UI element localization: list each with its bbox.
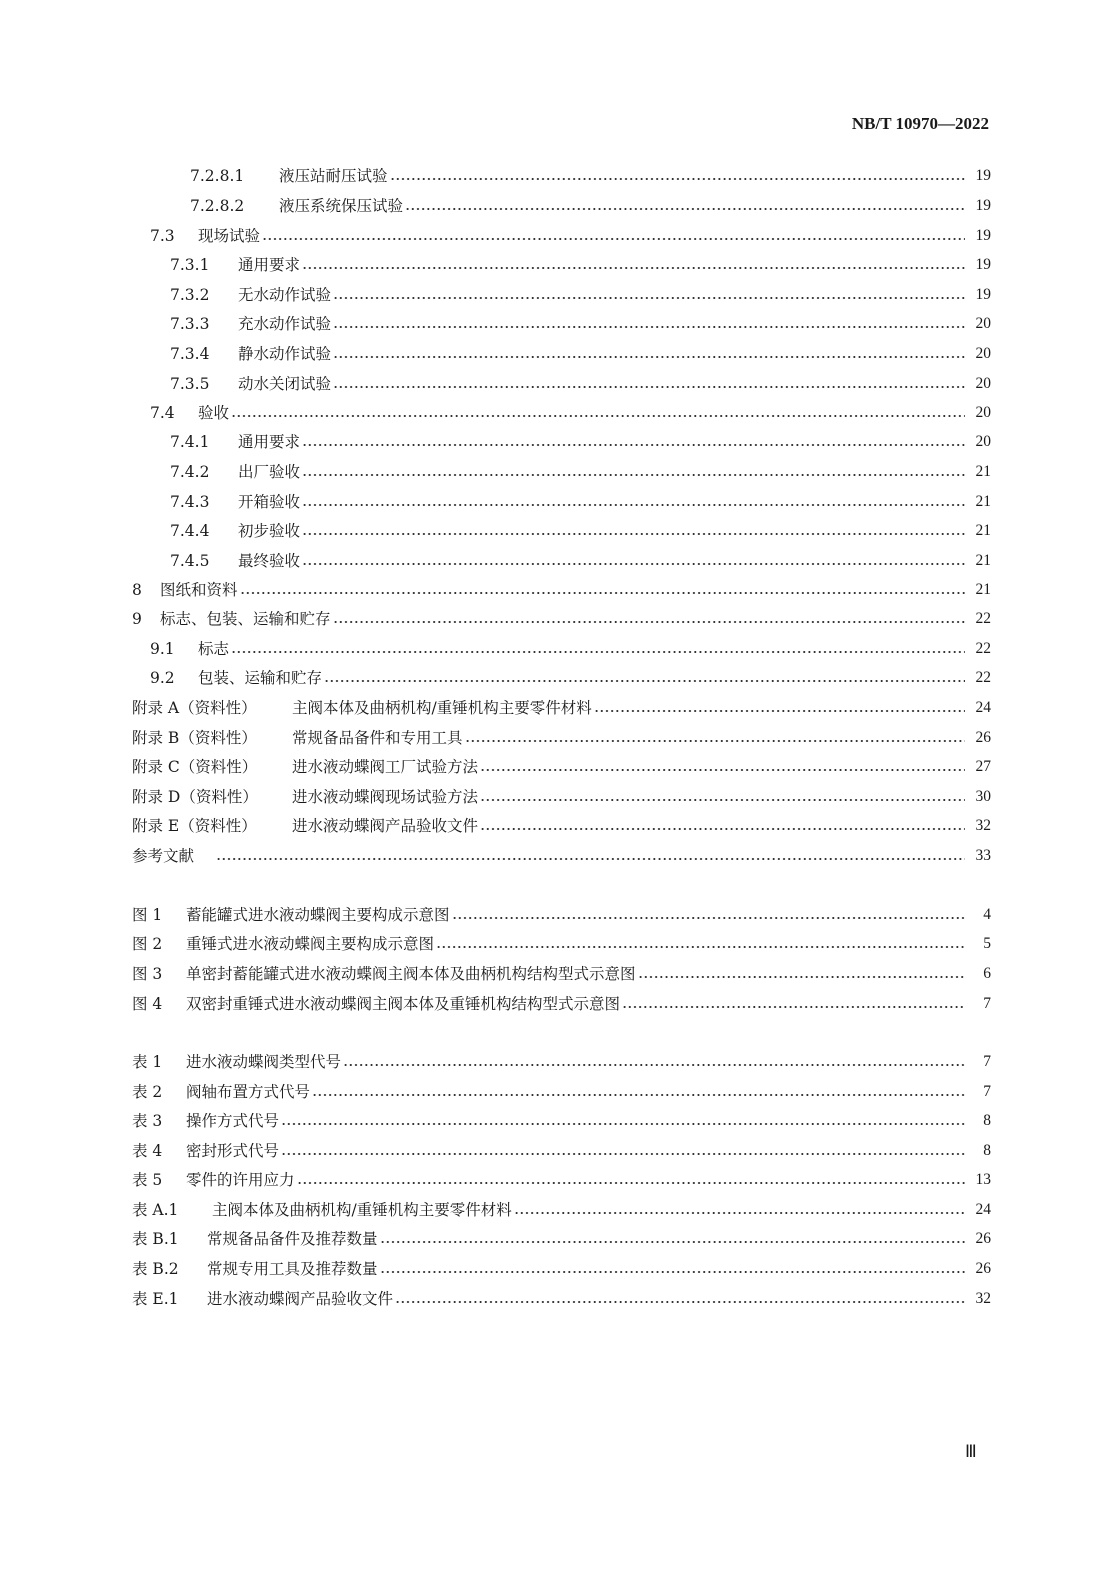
table-entry-page: 8	[983, 1112, 991, 1129]
table-entry-number: 表 3	[132, 1112, 163, 1130]
toc-entry[interactable]	[150, 637, 991, 661]
toc-entry-page: 21	[975, 581, 991, 598]
toc-entry[interactable]	[132, 814, 991, 838]
toc-entry-title: 现场试验	[198, 227, 261, 245]
toc-entry-number: 7.3	[150, 227, 175, 245]
toc-entry-page: 20	[975, 315, 991, 332]
toc-entry-title: 通用要求	[238, 433, 301, 451]
page-number: Ⅲ	[965, 1442, 977, 1461]
table-entry-number: 表 1	[132, 1053, 163, 1071]
toc-entry-page: 21	[975, 552, 991, 569]
toc-entry-page: 21	[975, 522, 991, 539]
leader-dots	[380, 1241, 965, 1243]
table-entry-title: 常规备品备件及推荐数量	[207, 1230, 378, 1248]
table-entry[interactable]	[132, 1227, 991, 1251]
toc-entry-number: 7.4.1	[170, 433, 210, 451]
toc-entry-title: 初步验收	[238, 522, 301, 540]
figure-entry[interactable]	[132, 932, 991, 956]
leader-dots	[302, 267, 965, 269]
toc-entry[interactable]	[170, 519, 991, 543]
toc-entry-page: 22	[975, 640, 991, 657]
table-entry-title: 常规专用工具及推荐数量	[207, 1260, 378, 1278]
toc-entry-title: 出厂验收	[238, 463, 301, 481]
toc-entry-number: 7.4.4	[170, 522, 210, 540]
toc-entry[interactable]	[170, 372, 991, 396]
toc-entry-page: 20	[975, 404, 991, 421]
leader-dots	[231, 415, 965, 417]
leader-dots	[343, 1064, 965, 1066]
toc-entry-page: 20	[975, 433, 991, 450]
leader-dots	[480, 799, 965, 801]
toc-entry-number: 7.4.2	[170, 463, 210, 481]
toc-entry-page: 21	[975, 493, 991, 510]
toc-entry-number: 附录 C（资料性）	[132, 758, 258, 776]
toc-entry-number: 7.3.1	[170, 256, 210, 274]
toc-entry[interactable]	[150, 666, 991, 690]
toc-entry-number: 7.4.3	[170, 493, 210, 511]
toc-entry-page: 19	[975, 167, 991, 184]
table-entry-page: 13	[975, 1171, 991, 1188]
figure-entry-title: 重锤式进水液动蝶阀主要构成示意图	[186, 935, 435, 953]
table-entry[interactable]	[132, 1257, 991, 1281]
leader-dots	[302, 474, 965, 476]
table-entry-number: 表 2	[132, 1083, 163, 1101]
figure-entry[interactable]	[132, 992, 991, 1016]
table-entry-number: 表 E.1	[132, 1290, 179, 1308]
figure-entry-title: 双密封重锤式进水液动蝶阀主阀本体及重锤机构结构型式示意图	[186, 995, 621, 1013]
toc-entry-page: 19	[975, 256, 991, 273]
toc-entry-number: 附录 E（资料性）	[132, 817, 257, 835]
toc-entry-title: 无水动作试验	[238, 286, 332, 304]
figure-entry-page: 7	[983, 995, 991, 1012]
toc-entry[interactable]	[170, 253, 991, 277]
table-entry-number: 表 5	[132, 1171, 163, 1189]
leader-dots	[312, 1094, 965, 1096]
toc-entry-page: 22	[975, 610, 991, 627]
leader-dots	[302, 504, 965, 506]
toc-entry-number: 9.1	[150, 640, 175, 658]
leader-dots	[231, 651, 965, 653]
toc-entry-number: 附录 D（资料性）	[132, 788, 258, 806]
toc-entry-title: 主阀本体及曲柄机构/重锤机构主要零件材料	[292, 699, 592, 717]
toc-entry[interactable]	[190, 164, 991, 188]
leader-dots	[240, 592, 965, 594]
table-entry-number: 表 B.2	[132, 1260, 179, 1278]
toc-entry-page: 24	[975, 699, 991, 716]
table-entry-page: 26	[975, 1230, 991, 1247]
table-entry-title: 进水液动蝶阀产品验收文件	[207, 1290, 394, 1308]
toc-entry-number: 7.3.4	[170, 345, 210, 363]
toc-entry[interactable]	[132, 578, 991, 602]
figure-entry-number: 图 3	[132, 965, 163, 983]
toc-entry[interactable]	[170, 490, 991, 514]
toc-entry-number: 7.2.8.2	[190, 197, 245, 215]
figure-entry[interactable]	[132, 962, 991, 986]
toc-entry-title: 开箱验收	[238, 493, 301, 511]
figure-entry-number: 图 4	[132, 995, 163, 1013]
toc-entry-number: 8	[132, 581, 142, 599]
toc-entry[interactable]	[170, 430, 991, 454]
toc-entry-page: 20	[975, 375, 991, 392]
toc-entry-title: 通用要求	[238, 256, 301, 274]
toc-entry-number: 7.4	[150, 404, 175, 422]
toc-entry-page: 22	[975, 669, 991, 686]
table-entry-number: 表 A.1	[132, 1201, 179, 1219]
toc-entry[interactable]	[132, 696, 991, 720]
leader-dots	[333, 326, 965, 328]
table-entry[interactable]	[132, 1168, 991, 1192]
toc-entry-page: 19	[975, 286, 991, 303]
toc-entry[interactable]	[132, 726, 991, 750]
figure-entry-page: 4	[983, 906, 991, 923]
toc-entry-page: 21	[975, 463, 991, 480]
toc-entry-title: 进水液动蝶阀现场试验方法	[292, 788, 479, 806]
table-entry[interactable]	[132, 1109, 991, 1133]
figure-entry-number: 图 1	[132, 906, 163, 924]
figure-entry-page: 6	[983, 965, 991, 982]
toc-entry-page: 26	[975, 729, 991, 746]
toc-entry-page: 20	[975, 345, 991, 362]
figure-entry-title: 蓄能罐式进水液动蝶阀主要构成示意图	[186, 906, 450, 924]
toc-entry-title: 进水液动蝶阀产品验收文件	[292, 817, 479, 835]
leader-dots	[380, 1271, 965, 1273]
leader-dots	[281, 1153, 965, 1155]
toc-entry-title: 常规备品备件和专用工具	[292, 729, 463, 747]
leader-dots	[324, 680, 965, 682]
toc-entry[interactable]	[150, 401, 991, 425]
toc-entry-number: 参考文献	[132, 847, 195, 865]
leader-dots	[465, 740, 965, 742]
table-entry[interactable]	[132, 1050, 991, 1074]
toc-entry[interactable]	[170, 549, 991, 573]
table-entry-title: 操作方式代号	[186, 1112, 280, 1130]
toc-entry-title: 最终验收	[238, 552, 301, 570]
toc-entry-title: 验收	[198, 404, 230, 422]
toc-entry-title: 动水关闭试验	[238, 375, 332, 393]
toc-entry-title: 标志	[198, 640, 230, 658]
leader-dots	[638, 976, 965, 978]
leader-dots	[480, 828, 965, 830]
toc-entry[interactable]	[132, 755, 991, 779]
toc-entry[interactable]	[170, 342, 991, 366]
table-entry-number: 表 4	[132, 1142, 163, 1160]
table-entry-page: 8	[983, 1142, 991, 1159]
table-entry[interactable]	[132, 1080, 991, 1104]
leader-dots	[297, 1182, 965, 1184]
toc-entry-title: 进水液动蝶阀工厂试验方法	[292, 758, 479, 776]
leader-dots	[302, 444, 965, 446]
toc-entry-number: 附录 A（资料性）	[132, 699, 257, 717]
table-entry-page: 24	[975, 1201, 991, 1218]
leader-dots	[436, 946, 965, 948]
toc-entry[interactable]	[132, 785, 991, 809]
toc-entry[interactable]	[170, 460, 991, 484]
figure-entry-number: 图 2	[132, 935, 163, 953]
table-entry[interactable]	[132, 1198, 991, 1222]
table-entry-page: 32	[975, 1290, 991, 1307]
toc-entry[interactable]	[132, 844, 991, 868]
table-entry-number: 表 B.1	[132, 1230, 179, 1248]
table-entry[interactable]	[132, 1287, 991, 1311]
toc-entry-number: 7.3.3	[170, 315, 210, 333]
toc-entry-page: 19	[975, 227, 991, 244]
leader-dots	[216, 858, 965, 860]
leader-dots	[333, 356, 965, 358]
leader-dots	[622, 1006, 965, 1008]
toc-entry-number: 9	[132, 610, 142, 628]
table-entry-page: 7	[983, 1083, 991, 1100]
table-entry-title: 零件的许用应力	[186, 1171, 295, 1189]
toc-entry-title: 液压站耐压试验	[279, 167, 388, 185]
table-entry-page: 26	[975, 1260, 991, 1277]
leader-dots	[333, 386, 965, 388]
leader-dots	[480, 769, 965, 771]
leader-dots	[302, 563, 965, 565]
toc-entry-title: 图纸和资料	[160, 581, 238, 599]
toc-entry-number: 9.2	[150, 669, 175, 687]
toc-entry-number: 7.4.5	[170, 552, 210, 570]
table-entry-page: 7	[983, 1053, 991, 1070]
toc-entry-page: 19	[975, 197, 991, 214]
figure-entry[interactable]	[132, 903, 991, 927]
leader-dots	[395, 1301, 965, 1303]
leader-dots	[302, 533, 965, 535]
leader-dots	[281, 1123, 965, 1125]
toc-entry-page: 30	[975, 788, 991, 805]
table-entry-title: 主阀本体及曲柄机构/重锤机构主要零件材料	[212, 1201, 512, 1219]
toc-entry-page: 27	[975, 758, 991, 775]
leader-dots	[262, 238, 965, 240]
toc-entry[interactable]	[132, 607, 991, 631]
toc-entry[interactable]	[150, 224, 991, 248]
standard-code-header: NB/T 10970—2022	[851, 114, 989, 133]
toc-entry-number: 7.3.5	[170, 375, 210, 393]
toc-entry-title: 液压系统保压试验	[279, 197, 404, 215]
toc-entry-page: 33	[975, 847, 991, 864]
leader-dots	[514, 1212, 965, 1214]
toc-entry-title: 充水动作试验	[238, 315, 332, 333]
leader-dots	[333, 621, 965, 623]
figure-entry-page: 5	[983, 935, 991, 952]
toc-entry[interactable]	[170, 312, 991, 336]
table-entry-title: 阀轴布置方式代号	[186, 1083, 311, 1101]
table-entry-title: 进水液动蝶阀类型代号	[186, 1053, 342, 1071]
leader-dots	[594, 710, 965, 712]
toc-entry[interactable]	[190, 194, 991, 218]
leader-dots	[390, 178, 965, 180]
toc-entry-number: 7.2.8.1	[190, 167, 245, 185]
toc-entry-title: 包装、运输和贮存	[198, 669, 323, 687]
leader-dots	[405, 208, 965, 210]
leader-dots	[333, 297, 965, 299]
toc-entry-title: 标志、包装、运输和贮存	[160, 610, 331, 628]
toc-entry-number: 7.3.2	[170, 286, 210, 304]
table-entry-title: 密封形式代号	[186, 1142, 280, 1160]
table-entry[interactable]	[132, 1139, 991, 1163]
toc-entry-number: 附录 B（资料性）	[132, 729, 257, 747]
toc-entry-title: 静水动作试验	[238, 345, 332, 363]
figure-entry-title: 单密封蓄能罐式进水液动蝶阀主阀本体及曲柄机构结构型式示意图	[186, 965, 636, 983]
leader-dots	[452, 917, 965, 919]
toc-entry[interactable]	[170, 283, 991, 307]
toc-entry-page: 32	[975, 817, 991, 834]
